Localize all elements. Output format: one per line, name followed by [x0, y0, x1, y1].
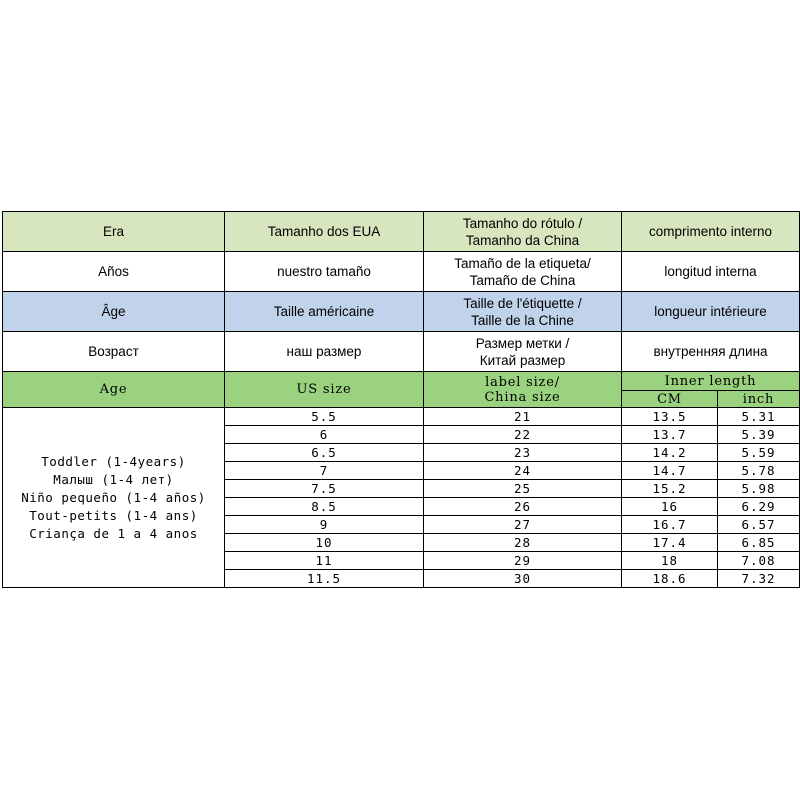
- inch-cell: 5.98: [718, 480, 800, 498]
- china-size-cell: 24: [424, 462, 622, 480]
- label-size-label: [424, 212, 622, 252]
- label-size-label: [424, 252, 622, 292]
- label-size-label: [424, 332, 622, 372]
- us-size-cell: 11.5: [225, 570, 424, 588]
- inner-length-label: внутренняя длина: [622, 332, 800, 372]
- inner-length-header: Inner length: [622, 372, 800, 391]
- china-size-cell: 29: [424, 552, 622, 570]
- cm-cell: 14.7: [622, 462, 718, 480]
- us-size-label: Taille américaine: [225, 292, 424, 332]
- us-size-header: US size: [225, 372, 424, 408]
- cm-cell: 14.2: [622, 444, 718, 462]
- us-size-cell: 8.5: [225, 498, 424, 516]
- inch-cell: 5.31: [718, 408, 800, 426]
- cm-cell: 18: [622, 552, 718, 570]
- label-size-header: [424, 372, 622, 408]
- us-size-cell: 6: [225, 426, 424, 444]
- china-size-cell: 21: [424, 408, 622, 426]
- header-row-russian: [3, 332, 800, 372]
- china-size-cell: 30: [424, 570, 622, 588]
- inch-cell: 7.32: [718, 570, 800, 588]
- cm-cell: 18.6: [622, 570, 718, 588]
- category-line: Малыш (1-4 лет): [53, 471, 174, 487]
- cm-header: CM: [622, 391, 718, 408]
- age-header: Age: [3, 372, 225, 408]
- header-row-portuguese: [3, 212, 800, 252]
- china-size-cell: 28: [424, 534, 622, 552]
- us-size-cell: 9: [225, 516, 424, 534]
- label-size-line2: Tamanho da China: [465, 232, 580, 248]
- inch-cell: 5.59: [718, 444, 800, 462]
- inch-cell: 6.85: [718, 534, 800, 552]
- inch-cell: 5.39: [718, 426, 800, 444]
- label-size-line1: Размер метки /: [475, 335, 570, 351]
- table-row: [3, 408, 800, 426]
- china-size-cell: 25: [424, 480, 622, 498]
- us-size-cell: 6.5: [225, 444, 424, 462]
- us-size-cell: 10: [225, 534, 424, 552]
- inner-length-label: longitud interna: [622, 252, 800, 292]
- label-size-label: [424, 292, 622, 332]
- cm-cell: 13.7: [622, 426, 718, 444]
- era-label: Años: [3, 252, 225, 292]
- china-size-cell: 22: [424, 426, 622, 444]
- header-row-spanish: [3, 252, 800, 292]
- label-size-line2: Taille de la Chine: [471, 312, 574, 328]
- us-size-cell: 7.5: [225, 480, 424, 498]
- inch-cell: 6.29: [718, 498, 800, 516]
- us-size-label: nuestro tamaño: [225, 252, 424, 292]
- us-size-cell: 5.5: [225, 408, 424, 426]
- era-label: Era: [3, 212, 225, 252]
- us-size-label: наш размер: [225, 332, 424, 372]
- label-size-line1: Taille de l'étiquette /: [463, 295, 582, 311]
- category-line: Tout-petits (1-4 ans): [29, 507, 198, 523]
- cm-cell: 16.7: [622, 516, 718, 534]
- category-line: Toddler (1-4years): [41, 453, 186, 469]
- age-category-cell: [3, 408, 225, 588]
- size-chart-table: [2, 211, 800, 588]
- header-row-french: [3, 292, 800, 332]
- inch-cell: 7.08: [718, 552, 800, 570]
- category-line: Niño pequeño (1-4 años): [21, 489, 206, 505]
- inner-length-label: comprimento interno: [622, 212, 800, 252]
- cm-cell: 17.4: [622, 534, 718, 552]
- era-label: Âge: [3, 292, 225, 332]
- era-label: Возраст: [3, 332, 225, 372]
- china-size-cell: 23: [424, 444, 622, 462]
- us-size-label: Tamanho dos EUA: [225, 212, 424, 252]
- inch-cell: 5.78: [718, 462, 800, 480]
- label-size-line2: Tamaño de China: [469, 272, 576, 288]
- label-size-line2: Китай размер: [479, 352, 566, 368]
- us-size-cell: 11: [225, 552, 424, 570]
- cm-cell: 16: [622, 498, 718, 516]
- label-size-header-line2: China size: [484, 389, 561, 405]
- label-size-line1: Tamanho do rótulo /: [462, 215, 583, 231]
- label-size-line1: Tamaño de la etiqueta/: [454, 255, 591, 271]
- inch-header: inch: [718, 391, 800, 408]
- cm-cell: 15.2: [622, 480, 718, 498]
- inner-length-label: longueur intérieure: [622, 292, 800, 332]
- china-size-cell: 27: [424, 516, 622, 534]
- category-line: Criança de 1 a 4 anos: [29, 525, 198, 541]
- us-size-cell: 7: [225, 462, 424, 480]
- inch-cell: 6.57: [718, 516, 800, 534]
- header-row-english: [3, 372, 800, 391]
- china-size-cell: 26: [424, 498, 622, 516]
- cm-cell: 13.5: [622, 408, 718, 426]
- label-size-header-line1: label size/: [485, 374, 560, 390]
